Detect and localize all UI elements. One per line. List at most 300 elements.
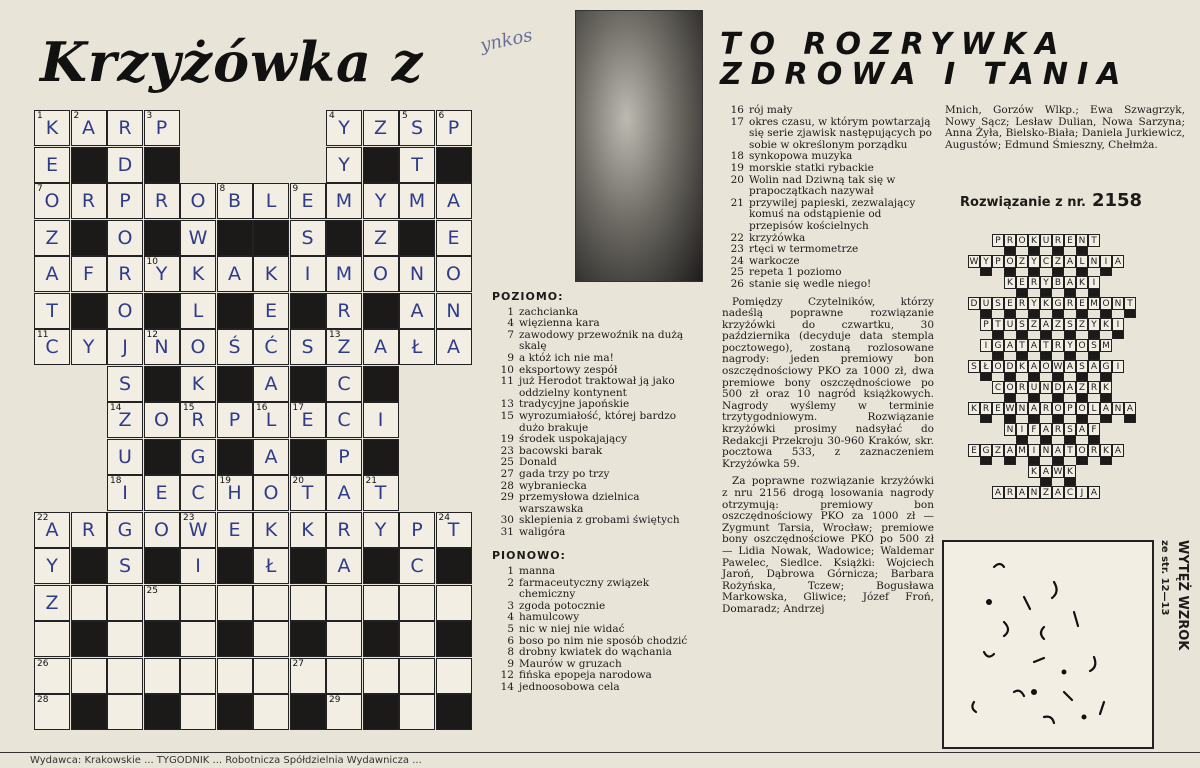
clue-text: wyrozumiałość, której bardzo dużo brakuje: [519, 409, 677, 434]
poziomo-clue: [492, 411, 702, 434]
cell-letter: T: [411, 153, 423, 176]
crossword-cell[interactable]: [326, 439, 362, 475]
clue-number: 11: [500, 375, 514, 388]
crossword-cell[interactable]: [436, 585, 472, 621]
crossword-cell[interactable]: [180, 256, 216, 292]
crossword-cell[interactable]: [290, 475, 326, 511]
cell-letter: N: [446, 299, 461, 322]
crossword-cell[interactable]: [326, 658, 362, 694]
crossword-cell[interactable]: [107, 183, 143, 219]
solution-block: [1076, 309, 1088, 318]
crossword-cell[interactable]: [217, 329, 253, 365]
clue-text: Maurów w gruzach: [519, 657, 622, 670]
cell-number: 4: [329, 111, 335, 121]
crossword-cell[interactable]: [217, 402, 253, 438]
crossword-cell[interactable]: [399, 621, 435, 657]
crossword-cell[interactable]: [34, 110, 70, 146]
cell-letter: D: [117, 153, 133, 176]
clue-number: 23: [730, 243, 744, 256]
crossword-cell[interactable]: [180, 220, 216, 256]
crossword-cell[interactable]: [253, 621, 289, 657]
cell-number: 21: [365, 476, 377, 486]
crossword-cell[interactable]: [107, 475, 143, 511]
crossword-cell[interactable]: [180, 439, 216, 475]
crossword-cell[interactable]: [34, 256, 70, 292]
solution-cell: K: [1064, 465, 1076, 478]
solution-cell: A: [1028, 360, 1040, 373]
solution-cell: Z: [1040, 486, 1052, 499]
crossword-cell[interactable]: [71, 585, 107, 621]
crossword-cell[interactable]: [290, 220, 326, 256]
cell-letter: K: [191, 263, 205, 285]
clue-number: 9: [507, 657, 514, 670]
cell-number: 15: [183, 403, 195, 413]
crossword-cell[interactable]: [34, 548, 70, 584]
crossword-cell[interactable]: [107, 329, 143, 365]
solution-block: [1124, 414, 1136, 423]
crossword-cell[interactable]: [290, 585, 326, 621]
solution-cell: E: [1004, 297, 1016, 310]
crossword-cell[interactable]: [326, 621, 362, 657]
crossword-cell[interactable]: [217, 658, 253, 694]
solution-cell: A: [1064, 360, 1076, 373]
crossword-cell[interactable]: [107, 147, 143, 183]
crossword-cell[interactable]: [34, 293, 70, 329]
crossword-cell[interactable]: [363, 110, 399, 146]
solution-block: [992, 351, 1004, 360]
cell-letter: A: [337, 482, 351, 504]
solution-cell: A: [1076, 423, 1088, 436]
solution-block: [1064, 351, 1076, 360]
crossword-cell[interactable]: [144, 329, 180, 365]
crossword-block: [144, 621, 180, 657]
clue-text: stanie się wedle niego!: [749, 277, 872, 290]
crossword-cell[interactable]: [363, 183, 399, 219]
crossword-cell[interactable]: [326, 475, 362, 511]
crossword-block: [144, 293, 180, 329]
solution-cell: P: [992, 234, 1004, 247]
solution-cell: N: [1112, 402, 1124, 415]
crossword-cell[interactable]: [290, 256, 326, 292]
clue-number: 19: [730, 161, 744, 174]
crossword-cell[interactable]: [326, 183, 362, 219]
crossword-cell[interactable]: [107, 621, 143, 657]
crossword-grid[interactable]: [34, 110, 474, 750]
crossword-block: [71, 621, 107, 657]
crossword-cell[interactable]: [107, 366, 143, 402]
solution-cell: M: [1088, 297, 1100, 310]
cell-letter: A: [410, 299, 424, 322]
solution-block: [1028, 456, 1040, 465]
solution-cell: Y: [1028, 255, 1040, 268]
crossword-cell[interactable]: [253, 183, 289, 219]
cell-letter: R: [337, 299, 351, 322]
cell-letter: Y: [338, 153, 350, 176]
crossword-cell[interactable]: [363, 475, 399, 511]
clue-number: 17: [730, 115, 744, 128]
crossword-cell[interactable]: [436, 110, 472, 146]
crossword-cell[interactable]: [326, 402, 362, 438]
solution-block: [1004, 267, 1016, 276]
solution-grid: [968, 234, 1148, 524]
crossword-block: [290, 548, 326, 584]
crossword-cell[interactable]: [180, 694, 216, 730]
crossword-cell[interactable]: [436, 256, 472, 292]
crossword-cell[interactable]: [326, 293, 362, 329]
solution-cell: I: [980, 339, 992, 352]
clue-number: 15: [500, 409, 514, 422]
clue-text: fińska epopeja narodowa: [519, 669, 652, 682]
crossword-cell[interactable]: [399, 293, 435, 329]
crossword-cell[interactable]: [399, 110, 435, 146]
crossword-cell[interactable]: [107, 548, 143, 584]
cell-letter: R: [337, 518, 351, 541]
solution-cell: T: [1124, 297, 1136, 310]
crossword-block: [363, 366, 399, 402]
crossword-cell[interactable]: [290, 658, 326, 694]
cell-letter: E: [228, 518, 241, 541]
solution-cell: K: [1040, 297, 1052, 310]
side-subtitle: ze str. 12—13: [1159, 540, 1170, 616]
crossword-cell[interactable]: [71, 512, 107, 548]
solution-cell: A: [1028, 339, 1040, 352]
crossword-cell[interactable]: [253, 293, 289, 329]
crossword-cell[interactable]: [253, 694, 289, 730]
crossword-cell[interactable]: [326, 110, 362, 146]
solution-cell: R: [1088, 381, 1100, 394]
crossword-cell[interactable]: [71, 329, 107, 365]
poziomo-clue: [492, 330, 702, 353]
crossword-block: [217, 548, 253, 584]
crossword-cell[interactable]: [326, 366, 362, 402]
clue-number: 12: [500, 669, 514, 682]
solution-cell: C: [992, 381, 1004, 394]
crossword-cell[interactable]: [34, 183, 70, 219]
crossword-cell[interactable]: [107, 402, 143, 438]
crossword-cell[interactable]: [107, 439, 143, 475]
solution-cell: P: [1064, 402, 1076, 415]
solution-block: [980, 267, 992, 276]
solution-cell: L: [1088, 402, 1100, 415]
crossword-cell[interactable]: [253, 475, 289, 511]
crossword-cell[interactable]: [180, 329, 216, 365]
solution-block: [1040, 351, 1052, 360]
crossword-cell[interactable]: [144, 512, 180, 548]
crossword-cell[interactable]: [253, 366, 289, 402]
side-caption: [1150, 540, 1195, 745]
solution-block: [1100, 414, 1112, 423]
crossword-cell[interactable]: [180, 183, 216, 219]
clue-text: warkocze: [749, 254, 800, 267]
crossword-cell[interactable]: [253, 329, 289, 365]
crossword-block: [363, 621, 399, 657]
crossword-cell[interactable]: [399, 256, 435, 292]
clue-text: więzienna kara: [519, 317, 600, 330]
crossword-cell[interactable]: [326, 548, 362, 584]
cell-letter: G: [117, 518, 133, 541]
crossword-block: [436, 147, 472, 183]
crossword-cell[interactable]: [34, 220, 70, 256]
crossword-cell[interactable]: [107, 110, 143, 146]
crossword-cell[interactable]: [399, 512, 435, 548]
crossword-block: [436, 548, 472, 584]
cell-letter: Z: [373, 226, 388, 249]
crossword-cell[interactable]: [34, 621, 70, 657]
solution-block: [1064, 435, 1076, 444]
solution-cell: O: [1076, 339, 1088, 352]
crossword-cell[interactable]: [363, 256, 399, 292]
solution-cell: B: [1052, 276, 1064, 289]
crossword-cell[interactable]: [290, 329, 326, 365]
solution-cell: R: [1064, 297, 1076, 310]
cell-number: 18: [110, 476, 122, 486]
crossword-cell[interactable]: [326, 147, 362, 183]
solution-cell: A: [1040, 423, 1052, 436]
solution-cell: P: [992, 255, 1004, 268]
crossword-cell[interactable]: [363, 220, 399, 256]
crossword-block: [144, 548, 180, 584]
crossword-cell[interactable]: [180, 621, 216, 657]
clue-text: Wolin nad Dziwną tak się w prapoczątkach nazywał: [749, 173, 896, 198]
crossword-cell[interactable]: [363, 512, 399, 548]
solution-block: [1016, 351, 1028, 360]
crossword-cell[interactable]: [363, 329, 399, 365]
crossword-cell[interactable]: [399, 694, 435, 730]
crossword-cell[interactable]: [144, 658, 180, 694]
crossword-cell[interactable]: [326, 329, 362, 365]
crossword-cell[interactable]: [144, 183, 180, 219]
crossword-cell[interactable]: [144, 402, 180, 438]
solution-cell: Z: [1076, 381, 1088, 394]
crossword-cell[interactable]: [34, 585, 70, 621]
crossword-block: [144, 694, 180, 730]
solution-block: [1028, 309, 1040, 318]
crossword-cell[interactable]: [107, 585, 143, 621]
cell-letter: E: [264, 299, 277, 322]
clue-number: 26: [730, 277, 744, 290]
headline-line-1: TO ROZRYWKA: [720, 27, 1068, 62]
solution-cell: Y: [980, 255, 992, 268]
crossword-cell[interactable]: [107, 256, 143, 292]
crossword-cell[interactable]: [326, 512, 362, 548]
solution-cell: Z: [1016, 255, 1028, 268]
crossword-cell[interactable]: [71, 110, 107, 146]
crossword-cell[interactable]: [180, 512, 216, 548]
cell-letter: T: [301, 482, 314, 504]
crossword-cell[interactable]: [399, 548, 435, 584]
solution-block: [1088, 330, 1100, 339]
crossword-cell[interactable]: [107, 512, 143, 548]
crossword-cell[interactable]: [363, 402, 399, 438]
solution-cell: O: [1040, 360, 1052, 373]
clue-text: przemysłowa dzielnica warszawska: [519, 491, 640, 515]
clue-text: morskie statki rybackie: [749, 161, 874, 174]
cell-letter: E: [45, 153, 58, 176]
solution-cell: Z: [1028, 318, 1040, 331]
cell-letter: S: [118, 372, 132, 395]
crossword-cell[interactable]: [217, 585, 253, 621]
crossword-cell[interactable]: [34, 694, 70, 730]
crossword-block: [144, 366, 180, 402]
crossword-cell[interactable]: [34, 658, 70, 694]
crossword-cell[interactable]: [253, 548, 289, 584]
solution-block: [1052, 309, 1064, 318]
clue-text: już Herodot traktował ją jako oddzielny kontynent: [519, 375, 675, 399]
crossword-cell[interactable]: [363, 658, 399, 694]
crossword-cell[interactable]: [71, 658, 107, 694]
solution-block: [1076, 372, 1088, 381]
winners-column: [945, 105, 1185, 151]
cell-number: 7: [37, 184, 43, 194]
crossword-block: [71, 694, 107, 730]
crossword-cell[interactable]: [107, 694, 143, 730]
crossword-cell[interactable]: [253, 585, 289, 621]
cell-letter: O: [117, 299, 133, 322]
solution-cell: O: [1004, 381, 1016, 394]
crossword-cell[interactable]: [217, 512, 253, 548]
poziomo-clue: [492, 492, 702, 515]
crossword-cell[interactable]: [217, 475, 253, 511]
cell-letter: P: [447, 117, 460, 139]
solution-cell: N: [1040, 444, 1052, 457]
crossword-cell[interactable]: [34, 329, 70, 365]
crossword-cell[interactable]: [290, 512, 326, 548]
cell-letter: K: [191, 372, 205, 395]
cell-number: 8: [219, 184, 226, 194]
solution-cell: C: [1064, 486, 1076, 499]
crossword-cell[interactable]: [326, 694, 362, 730]
cell-letter: P: [228, 409, 241, 431]
crossword-cell[interactable]: [107, 658, 143, 694]
cell-letter: I: [304, 263, 311, 285]
crossword-cell[interactable]: [180, 402, 216, 438]
crossword-cell[interactable]: [217, 256, 253, 292]
crossword-cell[interactable]: [180, 658, 216, 694]
crossword-cell[interactable]: [436, 512, 472, 548]
solution-block: [1052, 267, 1064, 276]
crossword-cell[interactable]: [144, 256, 180, 292]
crossword-cell[interactable]: [180, 585, 216, 621]
solution-cell: R: [1004, 234, 1016, 247]
solution-cell: K: [1004, 276, 1016, 289]
cell-letter: O: [373, 263, 388, 285]
cell-letter: T: [447, 518, 460, 541]
solution-block: [1004, 246, 1016, 255]
solution-number: 2158: [1091, 190, 1143, 211]
cell-letter: C: [410, 555, 424, 577]
crossword-cell[interactable]: [436, 293, 472, 329]
cell-letter: Z: [45, 226, 59, 249]
crossword-cell[interactable]: [363, 585, 399, 621]
crossword-cell[interactable]: [144, 585, 180, 621]
crossword-cell[interactable]: [436, 220, 472, 256]
solution-cell: U: [1004, 318, 1016, 331]
solution-cell: Z: [992, 444, 1004, 457]
crossword-cell[interactable]: [253, 439, 289, 475]
solution-cell: K: [1100, 381, 1112, 394]
solution-label: Rozwiązanie z nr.: [960, 195, 1086, 210]
crossword-cell[interactable]: [253, 658, 289, 694]
crossword-cell[interactable]: [399, 329, 435, 365]
headline-line-2: ZDROWA I TANIA: [720, 57, 1130, 92]
crossword-cell[interactable]: [144, 110, 180, 146]
solution-cell: O: [1100, 297, 1112, 310]
crossword-cell[interactable]: [180, 366, 216, 402]
crossword-cell[interactable]: [217, 183, 253, 219]
solution-cell: S: [968, 360, 980, 373]
crossword-cell[interactable]: [253, 512, 289, 548]
crossword-cell[interactable]: [326, 256, 362, 292]
clue-text: hamulcowy: [519, 611, 580, 624]
crossword-cell[interactable]: [436, 183, 472, 219]
solution-block: [1040, 330, 1052, 339]
crossword-cell[interactable]: [399, 147, 435, 183]
crossword-cell[interactable]: [180, 548, 216, 584]
solution-cell: W: [1053, 362, 1063, 372]
solution-cell: N: [1016, 402, 1028, 415]
crossword-block: [144, 439, 180, 475]
crossword-cell[interactable]: [71, 183, 107, 219]
solution-cell: T: [992, 318, 1004, 331]
crossword-cell[interactable]: [71, 256, 107, 292]
crossword-cell[interactable]: [180, 475, 216, 511]
crossword-cell[interactable]: [34, 512, 70, 548]
solution-cell: A: [992, 486, 1004, 499]
solution-cell: Z: [1052, 318, 1064, 331]
solution-cell: W: [969, 257, 979, 267]
solution-cell: R: [1052, 339, 1064, 352]
crossword-block: [290, 366, 326, 402]
crossword-cell[interactable]: [107, 293, 143, 329]
crossword-cell[interactable]: [34, 147, 70, 183]
cell-letter: O: [44, 190, 60, 212]
crossword-cell[interactable]: [399, 585, 435, 621]
clue-text: zachcianka: [519, 305, 579, 318]
crossword-cell[interactable]: [180, 293, 216, 329]
solution-block: [1100, 309, 1112, 318]
clue-number: 9: [507, 351, 514, 364]
cell-letter: O: [263, 482, 279, 504]
crossword-cell[interactable]: [107, 220, 143, 256]
pionowo-clue: [722, 279, 934, 291]
solution-block: [980, 309, 992, 318]
solution-cell: R: [1016, 381, 1028, 394]
crossword-cell[interactable]: [253, 402, 289, 438]
crossword-cell[interactable]: [436, 329, 472, 365]
cell-letter: K: [301, 518, 314, 541]
crossword-cell[interactable]: [290, 183, 326, 219]
pionowo-clue: [492, 566, 702, 578]
cell-letter: A: [447, 336, 460, 358]
cell-letter: Z: [118, 409, 132, 431]
solution-cell: R: [1040, 402, 1052, 415]
clue-text: eksportowy zespół: [519, 363, 618, 376]
solution-cell: K: [1100, 444, 1112, 457]
cell-letter: U: [118, 445, 132, 468]
solution-cell: F: [1028, 423, 1040, 436]
crossword-cell[interactable]: [399, 658, 435, 694]
cell-letter: A: [264, 445, 278, 468]
solution-block: [1004, 372, 1016, 381]
crossword-cell[interactable]: [253, 256, 289, 292]
clue-text: środek uspokajający: [519, 433, 628, 446]
crossword-cell[interactable]: [290, 402, 326, 438]
crossword-cell[interactable]: [436, 658, 472, 694]
crossword-cell[interactable]: [399, 183, 435, 219]
solution-block: [1064, 477, 1076, 486]
crossword-cell[interactable]: [326, 585, 362, 621]
crossword-cell[interactable]: [144, 475, 180, 511]
